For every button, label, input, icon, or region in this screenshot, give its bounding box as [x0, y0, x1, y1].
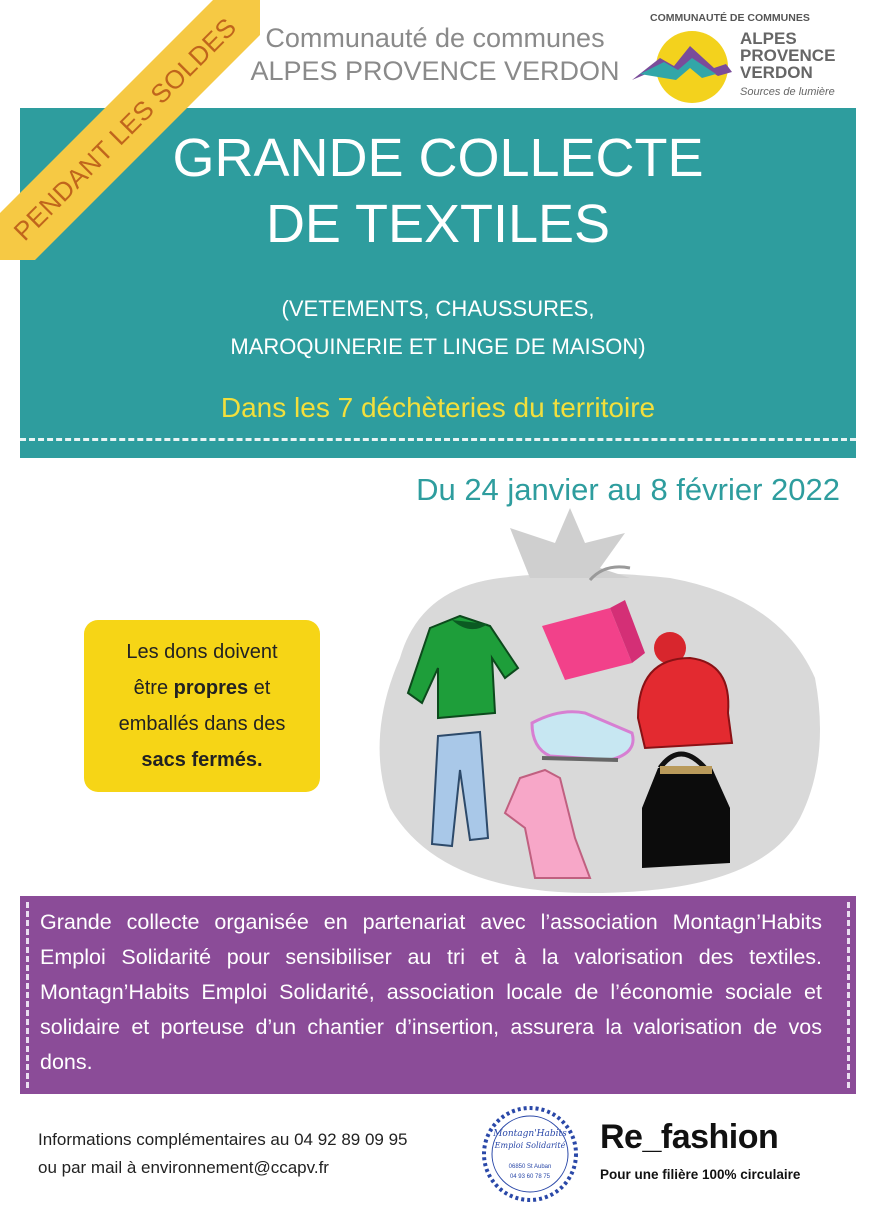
svg-text:Emploi Solidarité: Emploi Solidarité [494, 1141, 566, 1150]
svg-text:06850 St Auban: 06850 St Auban [508, 1164, 552, 1170]
location-text: Dans les 7 déchèteries du territoire [220, 392, 656, 423]
ccapv-logo [630, 12, 860, 107]
logo-name: ALPES PROVENCE VERDON [740, 29, 836, 82]
refashion-tagline: Pour une filière 100% circulaire [600, 1167, 801, 1182]
refashion-logo [600, 1118, 840, 1182]
page-title: GRANDE COLLECTE DE TEXTILES [172, 128, 704, 254]
clothes-bag-illustration [360, 508, 830, 898]
ribbon-label: PENDANT LES SOLDES [0, 0, 260, 260]
org-name-line2: ALPES PROVENCE VERDON [250, 56, 620, 86]
contact-info [38, 1126, 478, 1182]
corner-ribbon [0, 0, 260, 260]
info-box-dashed-right [847, 902, 850, 1088]
org-name-line1: Communauté de communes [265, 23, 605, 53]
logo-tagline: Sources de lumière [740, 86, 835, 98]
logo-top-text: COMMUNAUTÉ DE COMMUNES [650, 12, 810, 24]
contact-email: ou par mail à environnement@ccapv.fr [38, 1158, 329, 1177]
partnership-description: Grande collecte organisée en partenariat avec l’association Montagn’Habits Emploi Solidarité pour sensibiliser au tri et à la valorisation des textiles. Montagn’Habits Emploi Solidarité, association locale de l’économie sociale et solidaire et porteuse d’un chantier d’insertion, assurera la valorisation de vos dons. [40, 910, 822, 1074]
logo-mountain-icon [630, 22, 740, 112]
svg-text:04 93 60 78 75: 04 93 60 78 75 [509, 1174, 551, 1180]
org-name [240, 22, 630, 88]
donation-note: Les dons doivent être propres et emballés dans des sacs fermés. [84, 620, 320, 792]
contact-phone: Informations complémentaires au 04 92 89 09 95 [38, 1130, 408, 1149]
info-box-dashed-left [26, 902, 29, 1088]
items-subtitle: (VETEMENTS, CHAUSSURES, MAROQUINERIE ET LINGE DE MAISON) [230, 296, 646, 359]
refashion-brand: Re_fashion [600, 1118, 779, 1156]
svg-text:Montagn'Habits: Montagn'Habits [493, 1129, 567, 1139]
montagnhabits-logo [478, 1104, 582, 1204]
banner-dashed-divider [20, 438, 856, 441]
date-range: Du 24 janvier au 8 février 2022 [416, 472, 840, 507]
